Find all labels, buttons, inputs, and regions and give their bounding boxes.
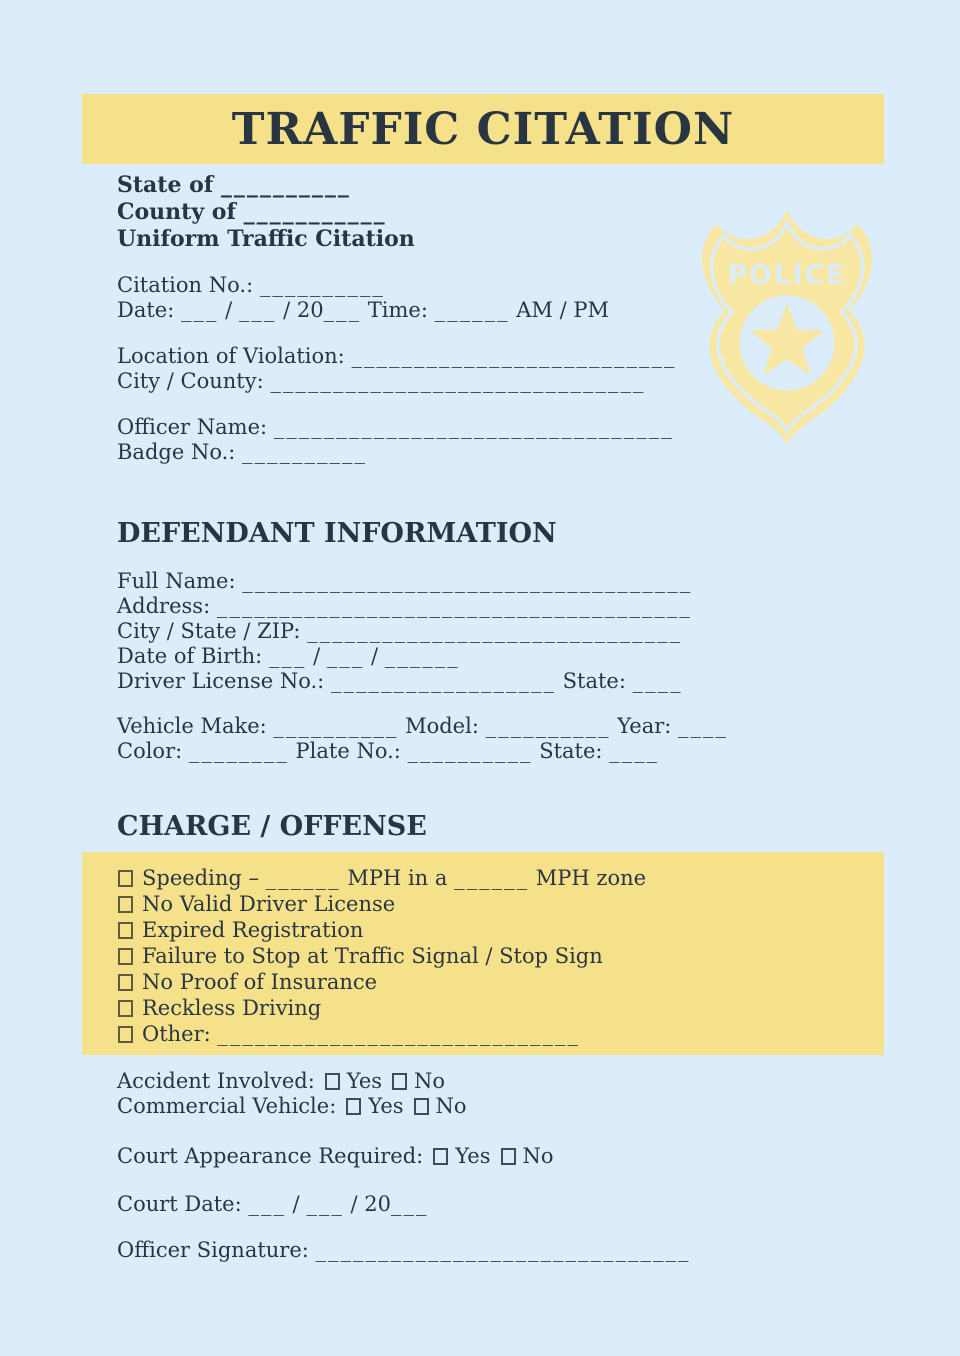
charge-item-no-valid-license [118,891,884,917]
charge-label: Speeding – ______ MPH in a ______ MPH zone [142,866,647,890]
defendant-info-block [117,569,692,694]
citation-number-block [117,273,609,323]
expired-registration-checkbox[interactable] [118,922,133,939]
city-county-line: City / County: ______________________________ [117,369,646,393]
court-appearance-block [117,1144,554,1169]
accident-commercial-block [117,1069,467,1119]
charge-label: Failure to Stop at Traffic Signal / Stop Sign [142,944,603,968]
vehicle-info-block [117,714,728,764]
city-state-zip-line: City / State / ZIP: ______________________________ [117,619,683,643]
charge-label: Other: _____________________________ [142,1022,580,1046]
court-appearance-no-checkbox[interactable] [501,1148,516,1165]
citation-no-line: Citation No.: __________ [117,273,385,297]
charge-item-reckless-driving [118,995,884,1021]
badge-police-label: POLICE [727,259,847,291]
vehicle-color-plate-line: Color: ________ Plate No.: __________ State: ____ [117,739,660,763]
signature-block [117,1238,691,1263]
badge-no-line: Badge No.: __________ [117,440,368,464]
failure-to-stop-checkbox[interactable] [118,948,133,965]
charge-item-speeding [118,865,884,891]
court-date-line: Court Date: ___ / ___ / 20___ [117,1192,429,1216]
no-label: No [414,1069,446,1093]
address-line: Address: ______________________________________ [117,594,692,618]
officer-name-line: Officer Name: ________________________________ [117,415,674,439]
accident-yes-checkbox[interactable] [325,1073,340,1090]
charge-item-other [118,1021,884,1047]
charge-label: Expired Registration [142,918,364,942]
location-line: Location of Violation: __________________________ [117,344,677,368]
defendant-section-heading: DEFENDANT INFORMATION [117,518,557,549]
charge-item-no-proof-insurance [118,969,884,995]
no-valid-license-checkbox[interactable] [118,896,133,913]
page-title: TRAFFIC CITATION [231,103,735,155]
officer-block [117,415,674,465]
court-appearance-yes-checkbox[interactable] [433,1148,448,1165]
charge-label: No Proof of Insurance [142,970,378,994]
accident-involved-row [117,1069,467,1094]
charge-item-expired-registration [118,917,884,943]
officer-signature-line: Officer Signature: ______________________________ [117,1238,691,1262]
court-date-block [117,1192,428,1217]
accident-no-checkbox[interactable] [392,1073,407,1090]
vehicle-make-model-year-line: Vehicle Make: __________ Model: __________ Year: ____ [117,714,729,738]
police-badge-icon [688,202,886,454]
yes-label: Yes [455,1144,491,1168]
form-name-line: Uniform Traffic Citation [117,226,415,252]
date-time-line: Date: ___ / ___ / 20___ Time: ______ AM / PM [117,298,609,322]
county-of-line: County of ___________ [117,199,387,225]
commercial-vehicle-label: Commercial Vehicle: [117,1094,337,1118]
speeding-checkbox[interactable] [118,870,133,887]
no-label: No [522,1144,554,1168]
title-banner [82,94,884,164]
no-label: No [435,1094,467,1118]
commercial-no-checkbox[interactable] [414,1098,429,1115]
jurisdiction-block [117,172,415,253]
yes-label: Yes [346,1069,383,1093]
charge-item-failure-to-stop [118,943,884,969]
reckless-driving-checkbox[interactable] [118,1000,133,1017]
commercial-vehicle-row [117,1094,467,1119]
commercial-yes-checkbox[interactable] [346,1098,361,1115]
charge-label: No Valid Driver License [142,892,396,916]
charge-label: Reckless Driving [142,996,322,1020]
violation-location-block [117,344,676,394]
state-of-line: State of __________ [117,172,351,198]
charge-offense-box [82,852,884,1055]
yes-label: Yes [368,1094,404,1118]
full-name-line: Full Name: ____________________________________ [117,569,693,593]
court-appearance-row [117,1144,554,1169]
accident-involved-label: Accident Involved: [117,1069,315,1093]
driver-license-line: Driver License No.: __________________ State: ____ [117,669,683,693]
date-of-birth-line: Date of Birth: ___ / ___ / ______ [117,644,460,668]
other-charge-checkbox[interactable] [118,1026,133,1043]
charge-section-heading: CHARGE / OFFENSE [117,811,427,842]
no-proof-insurance-checkbox[interactable] [118,974,133,991]
court-appearance-label: Court Appearance Required: [117,1144,424,1168]
